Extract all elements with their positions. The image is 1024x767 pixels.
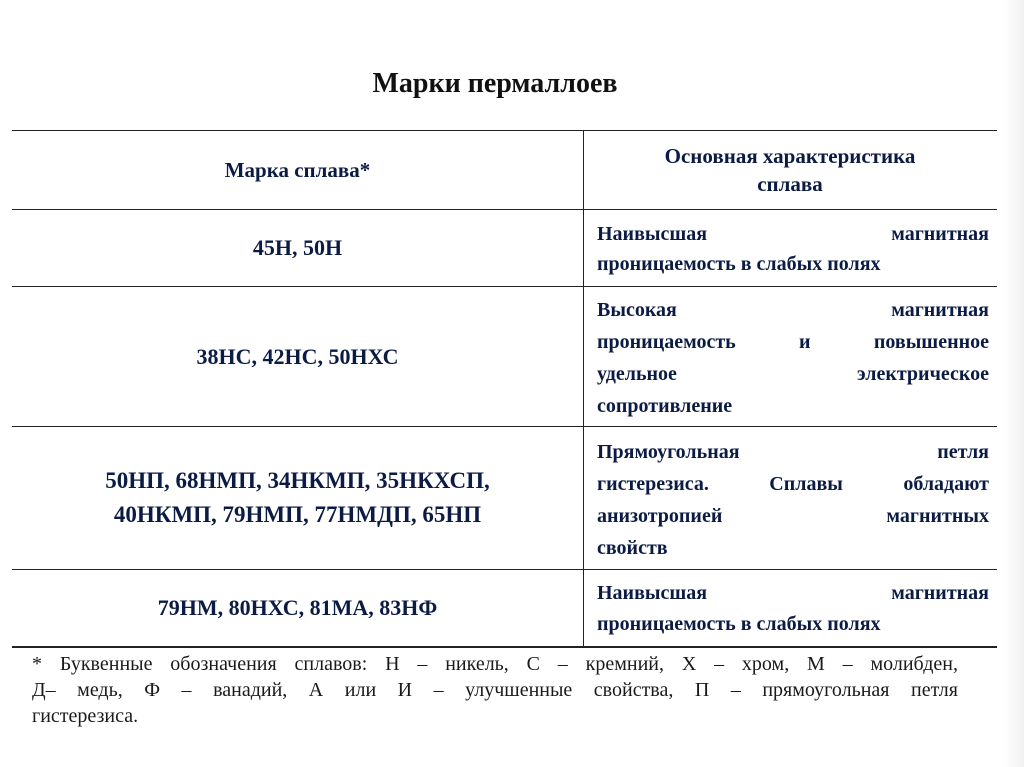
description-line: анизотропией магнитных	[597, 505, 989, 527]
page-title: Марки пермаллоев	[372, 68, 618, 99]
footnote-line: * Буквенные обозначения сплавов: Н – никель, С – кремний, Х – хром, М – молибден,	[32, 653, 958, 675]
table-row-4-description	[597, 573, 989, 645]
grade-text: 38НС, 42НС, 50НХС	[196, 343, 399, 369]
table-bottom-rule	[12, 646, 997, 648]
description-line: Прямоугольная петля	[597, 441, 989, 463]
description-line: проницаемость в слабых полях	[597, 253, 881, 275]
description-line: проницаемость в слабых полях	[597, 613, 881, 635]
header-grade-label: Марка сплава*	[224, 157, 371, 182]
table-row-2-grade	[12, 287, 583, 426]
grade-text: 79НМ, 80НХС, 81МА, 83НФ	[157, 595, 438, 620]
description-line: Наивысшая магнитная	[597, 582, 989, 604]
footnote-line: Д– медь, Ф – ванадий, А или И – улучшенные свойства, П – прямоугольная петля	[32, 679, 958, 701]
grade-text: 50НП, 68НМП, 34НКМП, 35НКХСП,	[105, 468, 490, 493]
header-characteristic-line: сплава	[757, 172, 823, 196]
header-characteristic-line: Основная характеристика	[664, 144, 916, 168]
description-line: удельное электрическое	[597, 363, 989, 385]
grade-text: 40НКМП, 79НМП, 77НМДП, 65НП	[113, 502, 482, 527]
header-grade	[12, 131, 583, 209]
table-row-4-grade	[12, 570, 583, 646]
table-row-2-description	[597, 293, 989, 423]
footnote	[32, 651, 958, 729]
description-line: проницаемость и повышенное	[597, 331, 989, 353]
column-divider	[583, 130, 584, 647]
description-line: Наивысшая магнитная	[597, 223, 989, 245]
table-row-3-description	[597, 434, 989, 566]
header-characteristic	[590, 131, 990, 209]
table-row-1-grade	[12, 210, 583, 286]
table-row-3-grade	[12, 427, 583, 569]
description-line: сопротивление	[597, 395, 733, 417]
description-line: Высокая магнитная	[597, 299, 989, 321]
grade-text: 45Н, 50Н	[252, 235, 343, 260]
description-line: свойств	[597, 537, 668, 559]
footnote-line: гистерезиса.	[32, 705, 139, 727]
table-row-1-description	[597, 212, 989, 286]
description-line: гистерезиса. Сплавы обладают	[597, 473, 989, 495]
